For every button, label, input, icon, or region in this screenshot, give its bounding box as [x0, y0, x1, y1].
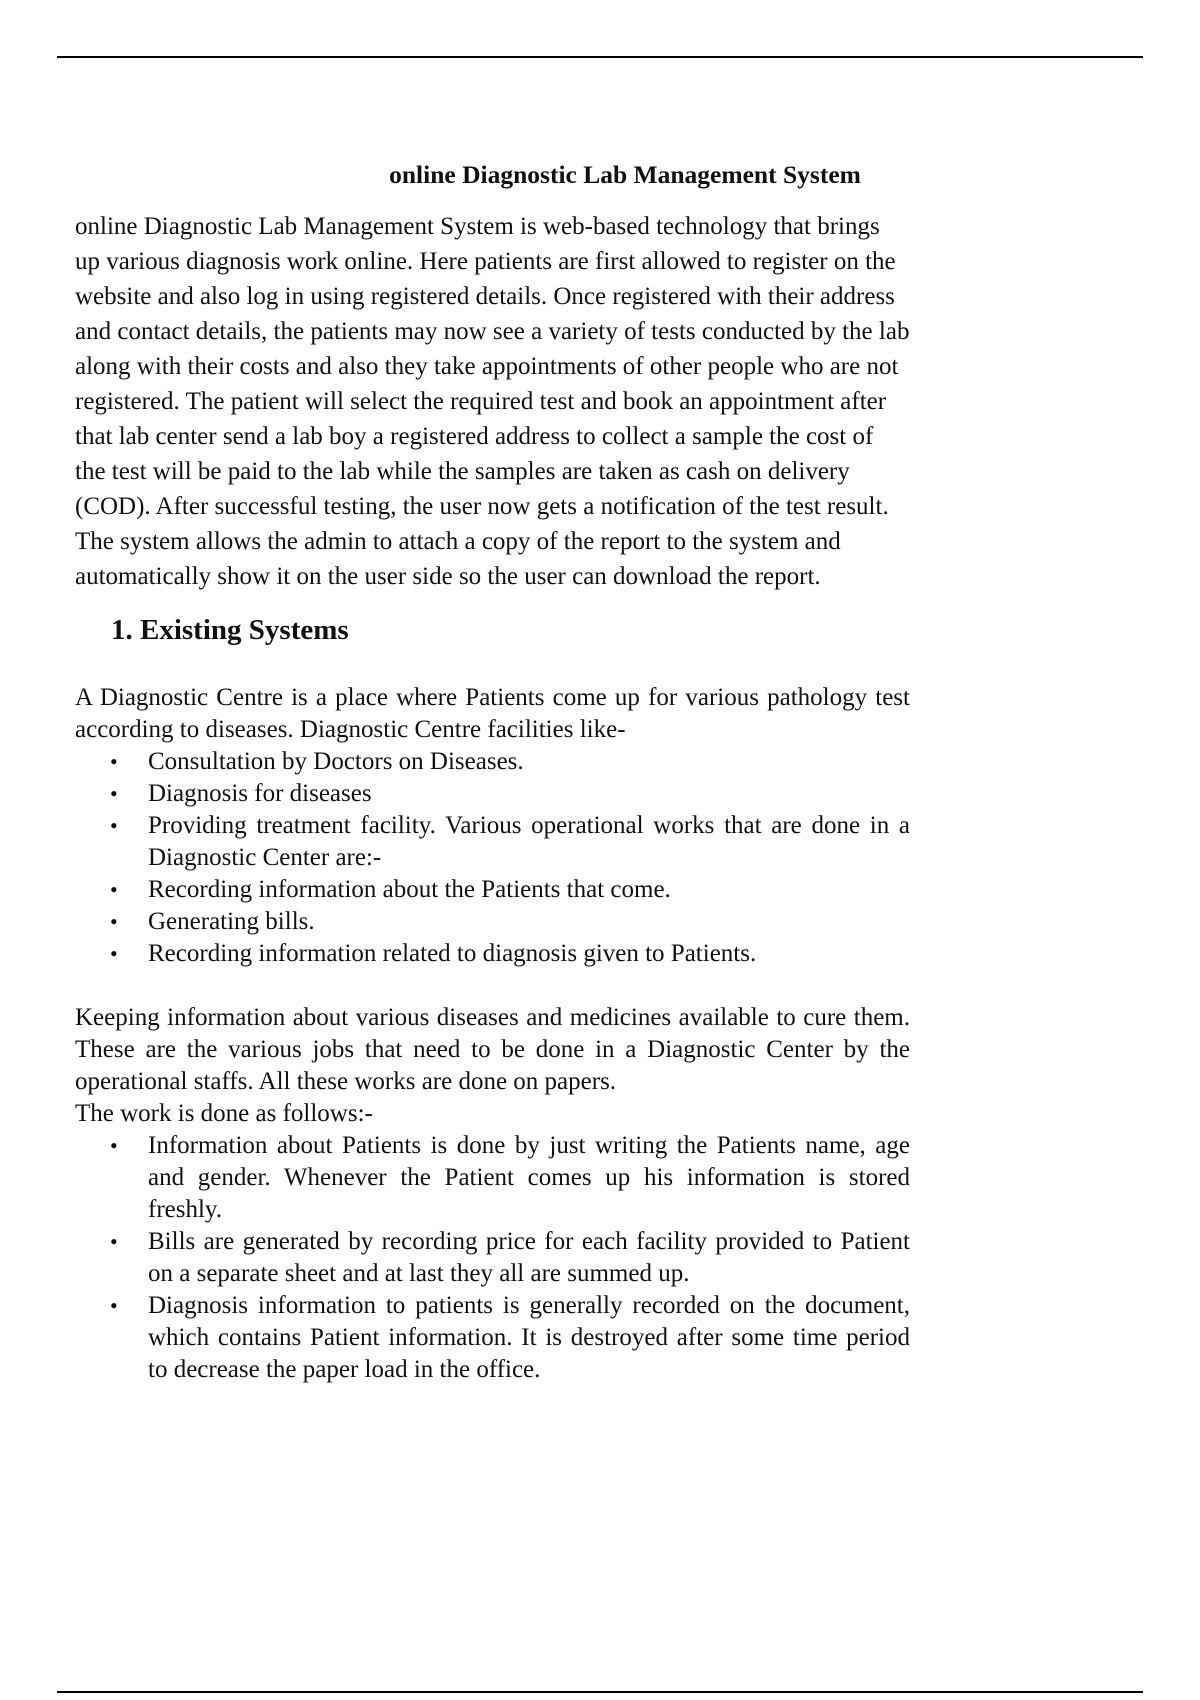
facilities-list	[75, 746, 910, 970]
manual-work-paragraph: Keeping information about various diseases and medicines available to cure them. These are the various jobs that need to be done in a Diagnostic Center by the operational staffs. All these works are done on papers.	[75, 1004, 910, 1095]
bullet-icon: •	[110, 749, 118, 774]
list-item: • Recording information about the Patients that come.	[75, 874, 910, 906]
existing-systems-paragraph: A Diagnostic Centre is a place where Patients come up for various pathology test according to diseases. Diagnostic Centre facilities like-	[75, 684, 910, 743]
list-item: • Bills are generated by recording price for each facility provided to Patient on a separate sheet and at last they all are summed up.	[110, 1228, 910, 1287]
section-heading-existing-systems: 1. Existing Systems	[111, 614, 349, 646]
list-item: • Diagnosis for diseases	[75, 778, 910, 810]
bullet-icon: •	[110, 877, 118, 902]
bullet-icon: •	[110, 941, 118, 966]
list-item: • Information about Patients is done by just writing the Patients name, age and gender. Whenever the Patient comes up his information is stored freshly.	[110, 1132, 910, 1223]
bullet-icon: •	[110, 1293, 118, 1318]
top-rule	[57, 56, 1143, 58]
bullet-icon: •	[110, 813, 118, 838]
list-item: • Consultation by Doctors on Diseases.	[75, 746, 910, 778]
bullet-icon: •	[110, 1229, 118, 1254]
manual-work-list	[75, 1130, 910, 1386]
list-item: • Recording information related to diagnosis given to Patients.	[75, 938, 910, 970]
list-item: • Providing treatment facility. Various operational works that are done in a Diagnostic Center are:-	[110, 812, 910, 871]
bullet-icon: •	[110, 781, 118, 806]
bullet-icon: •	[110, 909, 118, 934]
intro-paragraph: online Diagnostic Lab Management System is web-based technology that brings up various diagnosis work online. Here patients are first allowed to register on the website and also log in using registered details. Once registered with their address and contact details, the patients may now see a variety of tests conducted by the lab along with their costs and also they take appointments of other people who are not registered. The patient will select the required test and book an appointment after that lab center send a lab boy a registered address to collect a sample the cost of the test will be paid to the lab while the samples are taken as cash on delivery (COD). After successful testing, the user now gets a notification of the test result. The system allows the admin to attach a copy of the report to the system and automatically show it on the user side so the user can download the report.	[75, 213, 910, 590]
work-followup-line: The work is done as follows:-	[75, 1100, 373, 1127]
list-item: • Generating bills.	[75, 906, 910, 938]
bottom-rule	[57, 1691, 1143, 1693]
document-title: online Diagnostic Lab Management System	[389, 160, 861, 189]
bullet-icon: •	[110, 1133, 118, 1158]
document-body	[75, 160, 910, 1386]
list-item: • Diagnosis information to patients is generally recorded on the document, which contains Patient information. It is destroyed after some time period to decrease the paper load in the office.	[110, 1292, 910, 1383]
